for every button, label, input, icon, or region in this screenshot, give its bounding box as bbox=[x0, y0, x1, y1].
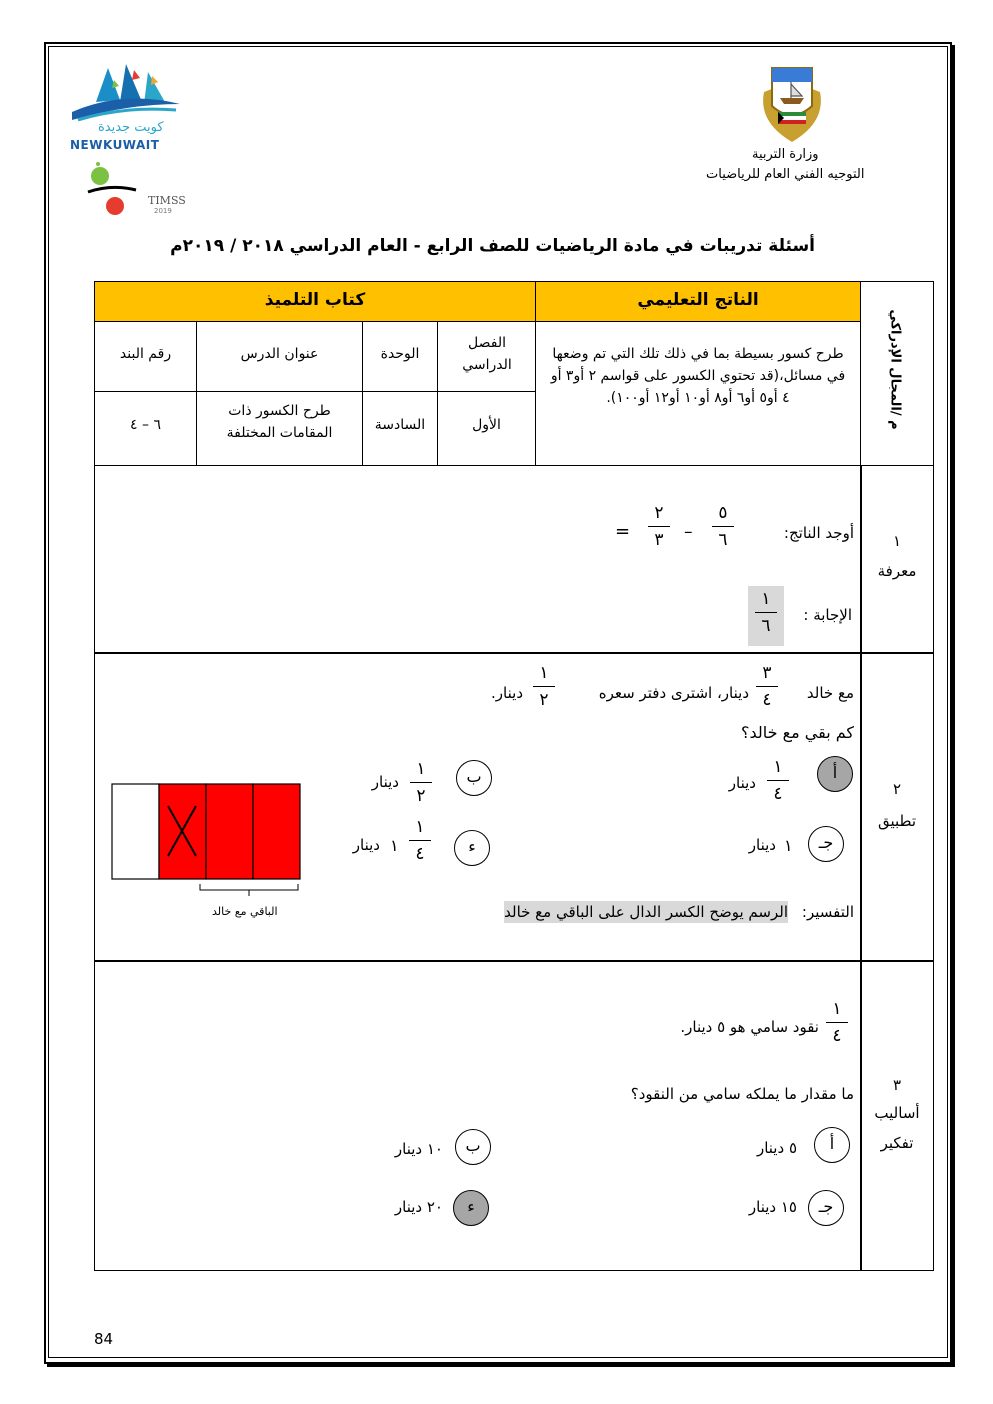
q2-option-b-fraction bbox=[410, 760, 432, 805]
q1-frac2-numerator: ٢ bbox=[654, 503, 664, 523]
q2-option-d[interactable] bbox=[454, 830, 490, 866]
q1-minus: – bbox=[684, 522, 693, 542]
q1-answer-label: الإجابة : bbox=[803, 606, 852, 624]
diagram-remaining-part bbox=[253, 784, 300, 879]
q2-number: ٢ bbox=[892, 780, 902, 798]
ministry-department: التوجيه الفني العام للرياضيات bbox=[706, 167, 865, 182]
q2-fraction-b bbox=[533, 664, 555, 709]
unit-header: الوحدة bbox=[380, 346, 420, 362]
fraction-denominator: ٤ bbox=[773, 784, 783, 804]
q1-prompt: أوجد الناتج: bbox=[783, 524, 854, 542]
ministry-name: وزارة التربية bbox=[752, 147, 819, 162]
q2-diagram-label: الباقي مع خالد bbox=[212, 905, 278, 918]
q3-option-b[interactable] bbox=[455, 1129, 491, 1165]
q2-fracb-denominator: ٢ bbox=[539, 690, 549, 710]
q1-answer-denominator: ٦ bbox=[761, 616, 771, 636]
new-kuwait-logo bbox=[68, 60, 183, 155]
option-letter: ب bbox=[465, 1136, 481, 1155]
fraction-denominator: ٤ bbox=[415, 844, 425, 864]
q2-option-a[interactable] bbox=[817, 756, 853, 792]
timss-logo bbox=[82, 160, 186, 220]
q3-fraction bbox=[826, 1000, 848, 1045]
fraction-denominator: ٢ bbox=[416, 786, 426, 806]
q3-frac-denominator: ٤ bbox=[832, 1026, 842, 1046]
q1-frac1-numerator: ٥ bbox=[718, 503, 728, 523]
q3-frac-numerator: ١ bbox=[832, 999, 842, 1019]
q3-domain-line1: أساليب bbox=[874, 1104, 920, 1122]
page-title: أسئلة تدريبات في مادة الرياضيات للصف الرابع - العام الدراسي ٢٠١٨ / ٢٠١٩م bbox=[170, 236, 815, 256]
fraction-numerator: ١ bbox=[416, 759, 426, 779]
q2-explanation: الرسم يوضح الكسر الدال على الباقي مع خالد bbox=[504, 903, 788, 921]
option-letter: ء bbox=[467, 1197, 475, 1216]
q1-answer-numerator: ١ bbox=[761, 589, 771, 609]
q1-answer-fraction bbox=[755, 590, 777, 635]
lesson-value: طرح الكسور ذات المقامات المختلفة bbox=[226, 403, 333, 441]
q1-frac1-denominator: ٦ bbox=[718, 530, 728, 550]
q2-fraction-diagram bbox=[108, 782, 308, 902]
q2-domain: تطبيق bbox=[877, 812, 917, 830]
q2-text-a: مع خالد bbox=[806, 684, 854, 702]
item-header: رقم البند bbox=[119, 346, 172, 362]
book-header: كتاب التلميذ bbox=[264, 290, 366, 310]
q1-equals: = bbox=[615, 521, 631, 542]
q3-question: ما مقدار ما يملكه سامي من النقود؟ bbox=[630, 1085, 854, 1103]
q3-number: ٣ bbox=[892, 1076, 902, 1094]
option-letter: جـ bbox=[818, 833, 834, 852]
semester-value: الأول bbox=[472, 417, 501, 433]
unit-value: السادسة bbox=[374, 417, 426, 433]
q2-option-c-whole: ١ bbox=[784, 836, 793, 855]
q2-option-d-unit: دينار bbox=[352, 836, 380, 854]
q2-option-c-unit: دينار bbox=[748, 836, 776, 854]
kuwait-emblem bbox=[758, 62, 826, 144]
option-letter: أ bbox=[832, 763, 838, 782]
q3-option-c-text: ١٥ دينار bbox=[748, 1198, 797, 1216]
fraction-numerator: ١ bbox=[415, 817, 425, 837]
q2-fracb-numerator: ١ bbox=[539, 663, 549, 683]
q2-option-b-unit: دينار bbox=[371, 773, 399, 791]
diagram-brace bbox=[200, 884, 298, 896]
row-divider bbox=[94, 652, 934, 654]
q3-option-a[interactable] bbox=[814, 1127, 850, 1163]
q2-option-a-unit: دينار bbox=[728, 774, 756, 792]
q3-option-d-text: ٢٠ دينار bbox=[394, 1198, 443, 1216]
fraction-numerator: ١ bbox=[773, 757, 783, 777]
logo-english-text: NEWKUWAIT bbox=[70, 138, 160, 152]
q2-question: كم بقي مع خالد؟ bbox=[740, 723, 854, 742]
item-value: ٦ – ٤ bbox=[130, 417, 161, 433]
option-letter: ب bbox=[466, 767, 482, 786]
q1-domain: معرفة bbox=[877, 562, 917, 580]
option-letter: أ bbox=[829, 1134, 835, 1153]
q3-option-c[interactable] bbox=[808, 1190, 844, 1226]
q3-domain-line2: تفكير bbox=[880, 1134, 914, 1152]
q2-fraca-numerator: ٣ bbox=[762, 663, 772, 683]
q2-explanation-label: التفسير: bbox=[801, 903, 854, 921]
q2-fraca-denominator: ٤ bbox=[762, 690, 772, 710]
q1-frac2-denominator: ٣ bbox=[654, 530, 664, 550]
q3-option-d[interactable] bbox=[453, 1190, 489, 1226]
q2-fraction-a bbox=[756, 664, 778, 709]
q2-text-c: دينار. bbox=[491, 684, 523, 702]
row-divider bbox=[94, 960, 934, 962]
outcome-header: الناتج التعليمي bbox=[637, 290, 759, 310]
q1-fraction-2 bbox=[648, 504, 670, 549]
page-number: 84 bbox=[94, 1330, 114, 1348]
timss-year: 2019 bbox=[154, 207, 172, 215]
option-letter: ء bbox=[468, 837, 476, 856]
q2-option-a-fraction bbox=[767, 758, 789, 803]
domain-header: م /المجال الإدراكي bbox=[887, 309, 903, 430]
timss-label: TIMSS bbox=[148, 194, 186, 207]
q1-number: ١ bbox=[892, 532, 902, 550]
q2-option-d-fraction bbox=[409, 818, 431, 863]
q3-statement: نقود سامي هو ٥ دينار. bbox=[680, 1018, 819, 1036]
q3-option-a-text: ٥ دينار bbox=[756, 1139, 797, 1157]
lesson-header: عنوان الدرس bbox=[240, 346, 319, 362]
q3-option-b-text: ١٠ دينار bbox=[394, 1140, 443, 1158]
diagram-empty-part bbox=[112, 784, 159, 879]
logo-arabic-text: كويت جديدة bbox=[98, 120, 164, 135]
semester-header: الفصل الدراسي bbox=[462, 335, 512, 373]
q2-text-b: دينار، اشترى دفتر سعره bbox=[598, 684, 749, 702]
option-letter: جـ bbox=[818, 1197, 834, 1216]
q2-option-c[interactable] bbox=[808, 826, 844, 862]
q2-option-d-whole: ١ bbox=[390, 836, 399, 855]
diagram-remaining-part bbox=[206, 784, 253, 879]
q2-option-b[interactable] bbox=[456, 760, 492, 796]
q1-fraction-1 bbox=[712, 504, 734, 549]
outcome-text: طرح كسور بسيطة بما في ذلك تلك التي تم وضعها في مسائل،(قد تحتوي الكسور على قواسم ٢ أو٣ أو ٤ أو٥ أو٦ أو٨ أو١٠ أو١٢ أو١٠٠). bbox=[550, 346, 846, 406]
